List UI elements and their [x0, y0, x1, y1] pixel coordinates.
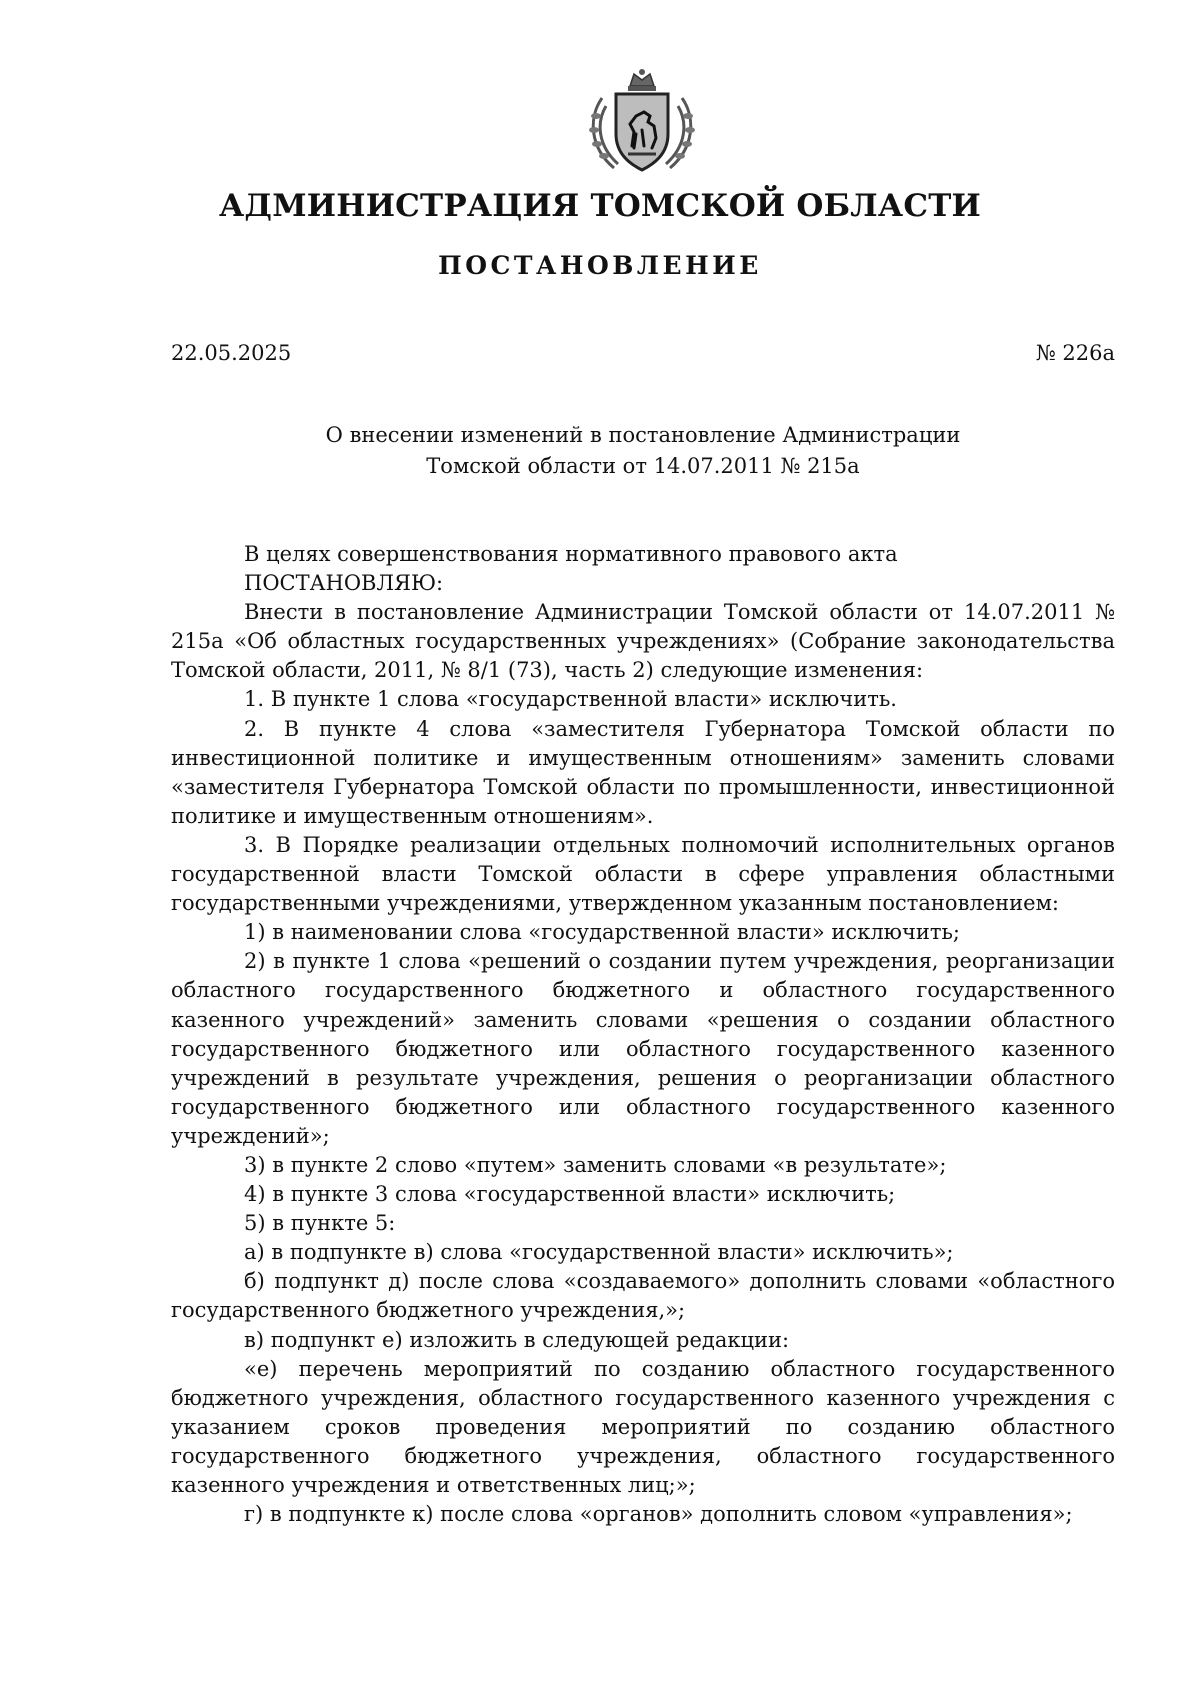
document-number: № 226а: [1035, 341, 1115, 365]
paragraph-subitem-1: 1) в наименовании слова «государственной власти» исключить;: [244, 920, 960, 945]
paragraph-subitem-5v: в) подпункт е) изложить в следующей редакции:: [244, 1327, 790, 1352]
paragraph-purpose: В целях совершенствования нормативного правового акта: [244, 542, 898, 566]
document-title: [171, 420, 1115, 482]
paragraph-intro: Внести в постановление Администрации Томской области от 14.07.2011 № 215а «Об областных государственных учреждениях» (Собрание законодательства Томской области, 2011, № 8/1 (73), часть 2) следующие изменения:: [171, 600, 1115, 683]
title-line: О внесении изменений в постановление Администрации: [325, 423, 961, 447]
paragraph-subitem-5: 5) в пункте 5:: [244, 1211, 396, 1236]
paragraph-subitem-5b: б) подпункт д) после слова «создаваемого» дополнить словами «областного государственного бюджетного учреждения,»;: [171, 1269, 1115, 1323]
paragraph-subitem-2: 2) в пункте 1 слова «решений о создании путем учреждения, реорганизации областного государственного бюджетного и областного государственного казенного учреждений» заменить словами «решения о создании областного государственного бюджетного или областного государственного казенного учреждений в результате учреждения, решения о реорганизации областного государственного бюджетного или областного государственного казенного учреждений»;: [171, 949, 1115, 1148]
organization-name: АДМИНИСТРАЦИЯ ТОМСКОЙ ОБЛАСТИ: [218, 188, 981, 224]
document-body: [171, 540, 1115, 1529]
tomsk-coat-of-arms-icon: [584, 68, 700, 180]
paragraph-resolve: ПОСТАНОВЛЯЮ:: [244, 571, 444, 596]
title-line: Томской области от 14.07.2011 № 215а: [426, 454, 860, 478]
paragraph-subitem-4: 4) в пункте 3 слова «государственной власти» исключить;: [244, 1182, 896, 1207]
document-date: 22.05.2025: [171, 341, 292, 365]
paragraph-item-2: 2. В пункте 4 слова «заместителя Губернатора Томской области по инвестиционной политике и имущественным отношениям» заменить словами «заместителя Губернатора Томской области по промышленности, инвестиционной политике и имущественным отношениям».: [171, 716, 1115, 828]
paragraph-subitem-3: 3) в пункте 2 слово «путем» заменить словами «в результате»;: [244, 1152, 947, 1177]
paragraph-subitem-5a: а) в подпункте в) слова «государственной власти» исключить»;: [244, 1240, 954, 1265]
document-type: ПОСТАНОВЛЕНИЕ: [438, 251, 762, 280]
paragraph-item-1: 1. В пункте 1 слова «государственной власти» исключить.: [244, 687, 897, 712]
paragraph-subitem-5g: г) в подпункте к) после слова «органов» дополнить словом «управления»;: [244, 1502, 1073, 1527]
paragraph-subitem-5v-text: «е) перечень мероприятий по созданию областного государственного бюджетного учреждения, областного государственного казенного учреждения с указанием сроков проведения мероприятий по созданию областного государственного бюджетного учреждения, областного государственного казенного учреждения и ответственных лиц;»;: [171, 1356, 1115, 1497]
paragraph-item-3: 3. В Порядке реализации отдельных полномочий исполнительных органов государственной власти Томской области в сфере управления областными государственными учреждениями, утвержденном указанным постановлением:: [171, 832, 1115, 916]
